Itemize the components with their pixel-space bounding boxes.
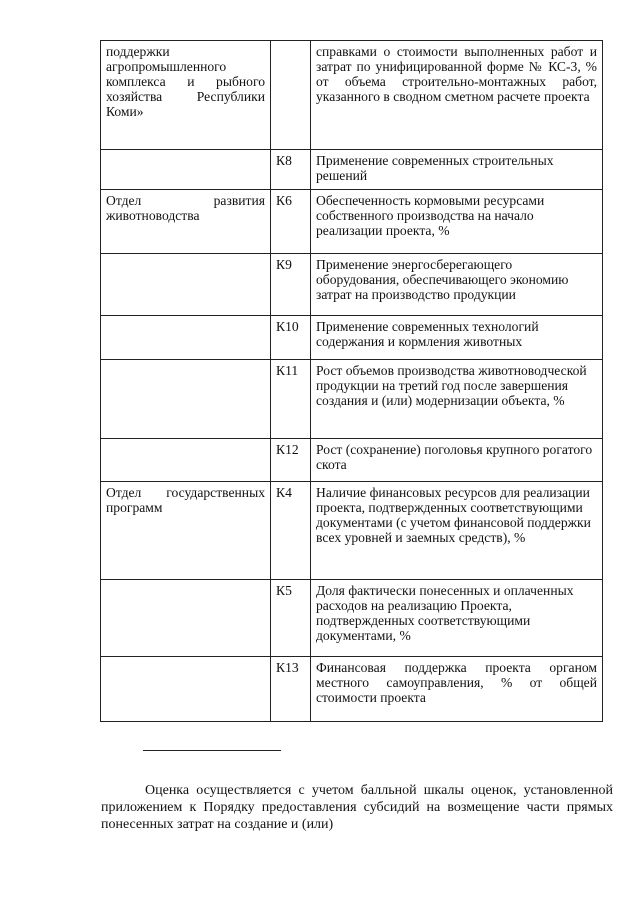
department-cell xyxy=(101,482,271,580)
table-row xyxy=(101,190,603,254)
criterion-code: К6 xyxy=(271,190,311,254)
criterion-description: Финансовая поддержка проекта органом местного самоуправления, % от общей стоимости проекта xyxy=(311,657,603,722)
criterion-description: Применение энергосберегающего оборудования, обеспечивающего экономию затрат на производство продукции xyxy=(311,254,603,316)
criterion-code: К13 xyxy=(271,657,311,722)
department-cell xyxy=(101,190,271,254)
criterion-code: К11 xyxy=(271,360,311,439)
table-row xyxy=(101,316,603,360)
table-row xyxy=(101,482,603,580)
department-cell xyxy=(101,254,271,316)
table-row xyxy=(101,41,603,150)
criterion-code: К8 xyxy=(271,150,311,190)
department-cell xyxy=(101,360,271,439)
criterion-description: Рост (сохранение) поголовья крупного рогатого скота xyxy=(311,439,603,482)
criterion-description: справками о стоимости выполненных работ и затрат по унифицированной форме № КС-3, % от объема строительно-монтажных работ, указанного в сводном сметном расчете проекта xyxy=(311,41,603,150)
criterion-description: Обеспеченность кормовыми ресурсами собственного производства на начало реализации проекта, % xyxy=(311,190,603,254)
department-name: Отдел развития животноводства xyxy=(106,193,265,223)
table-row xyxy=(101,150,603,190)
criterion-code: К12 xyxy=(271,439,311,482)
table-row xyxy=(101,254,603,316)
criterion-code: К10 xyxy=(271,316,311,360)
criterion-code: К5 xyxy=(271,580,311,657)
department-cell xyxy=(101,41,271,150)
criterion-description: Наличие финансовых ресурсов для реализации проекта, подтвержденных соответствующими документами (с учетом финансовой поддержки всех уровней и заемных средств), % xyxy=(311,482,603,580)
criterion-code: К9 xyxy=(271,254,311,316)
table-row xyxy=(101,360,603,439)
department-cell xyxy=(101,439,271,482)
criterion-description: Рост объемов производства животноводческой продукции на третий год после завершения создания и (или) модернизации объекта, % xyxy=(311,360,603,439)
table-row xyxy=(101,657,603,722)
criterion-description: Применение современных технологий содержания и кормления животных xyxy=(311,316,603,360)
department-cell xyxy=(101,657,271,722)
department-cell xyxy=(101,150,271,190)
criteria-table xyxy=(100,40,603,722)
body-paragraph: Оценка осуществляется с учетом балльной шкалы оценок, установленной приложением к Порядку предоставления субсидий на возмещение части прямых понесенных затрат на создание и (или) xyxy=(101,783,613,832)
department-name: поддержки агропромышленного комплекса и рыбного хозяйства Республики Коми» xyxy=(106,44,265,119)
criterion-code xyxy=(271,41,311,150)
department-cell xyxy=(101,580,271,657)
criterion-description: Доля фактически понесенных и оплаченных расходов на реализацию Проекта, подтвержденных соответствующими документами, % xyxy=(311,580,603,657)
footnote-separator xyxy=(143,750,281,751)
table-row xyxy=(101,580,603,657)
department-cell xyxy=(101,316,271,360)
table-row xyxy=(101,439,603,482)
criterion-code: К4 xyxy=(271,482,311,580)
criterion-description: Применение современных строительных решений xyxy=(311,150,603,190)
department-name: Отдел государственных программ xyxy=(106,485,265,515)
